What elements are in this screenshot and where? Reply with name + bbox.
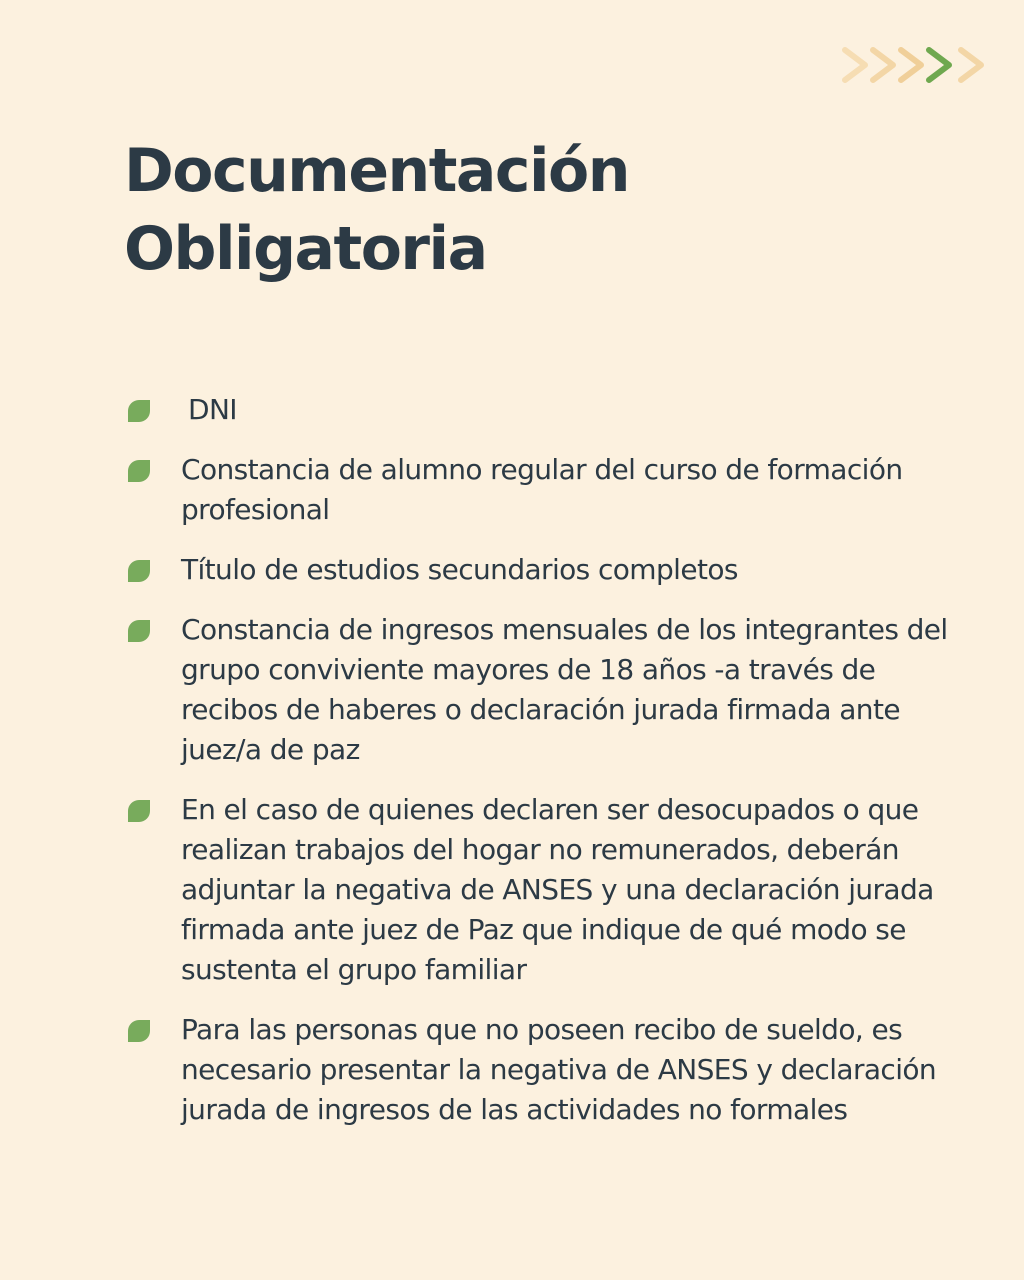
- leaf-bullet-icon: [126, 458, 152, 484]
- leaf-bullet-icon: [126, 618, 152, 644]
- list-item-text: Constancia de alumno regular del curso de formación profesional: [181, 453, 903, 526]
- list-item-sin-recibo: [124, 1010, 954, 1130]
- list-item-text: Para las personas que no poseen recibo de sueldo, es necesario presentar la negativa de ANSES y declaración jurada de ingresos de las actividades no formales: [181, 1013, 937, 1126]
- chevron-arrows-icon: [840, 40, 995, 90]
- leaf-bullet-icon: [126, 798, 152, 824]
- leaf-bullet-icon: [126, 558, 152, 584]
- leaf-bullet-icon: [126, 398, 152, 424]
- list-item-text: Constancia de ingresos mensuales de los integrantes del grupo conviviente mayores de 18 años -a través de recibos de haberes o declaración jurada firmada ante juez/a de paz: [181, 613, 948, 766]
- list-item-text: En el caso de quienes declaren ser desocupados o que realizan trabajos del hogar no remunerados, deberán adjuntar la negativa de ANSES y una declaración jurada firmada ante juez de Paz que indique de qué modo se sustenta el grupo familiar: [181, 793, 934, 986]
- list-item-text: Título de estudios secundarios completos: [181, 553, 738, 586]
- page-title: [124, 132, 629, 288]
- title-line-2: Obligatoria: [124, 214, 487, 284]
- documents-list: [124, 390, 954, 1150]
- list-item-desocupados: [124, 790, 954, 990]
- list-item-titulo-secundario: [124, 550, 954, 590]
- title-line-1: Documentación: [124, 136, 629, 206]
- leaf-bullet-icon: [126, 1018, 152, 1044]
- list-item-dni: [124, 390, 954, 430]
- list-item-text: DNI: [188, 393, 237, 426]
- list-item-constancia-alumno: [124, 450, 954, 530]
- list-item-constancia-ingresos: [124, 610, 954, 770]
